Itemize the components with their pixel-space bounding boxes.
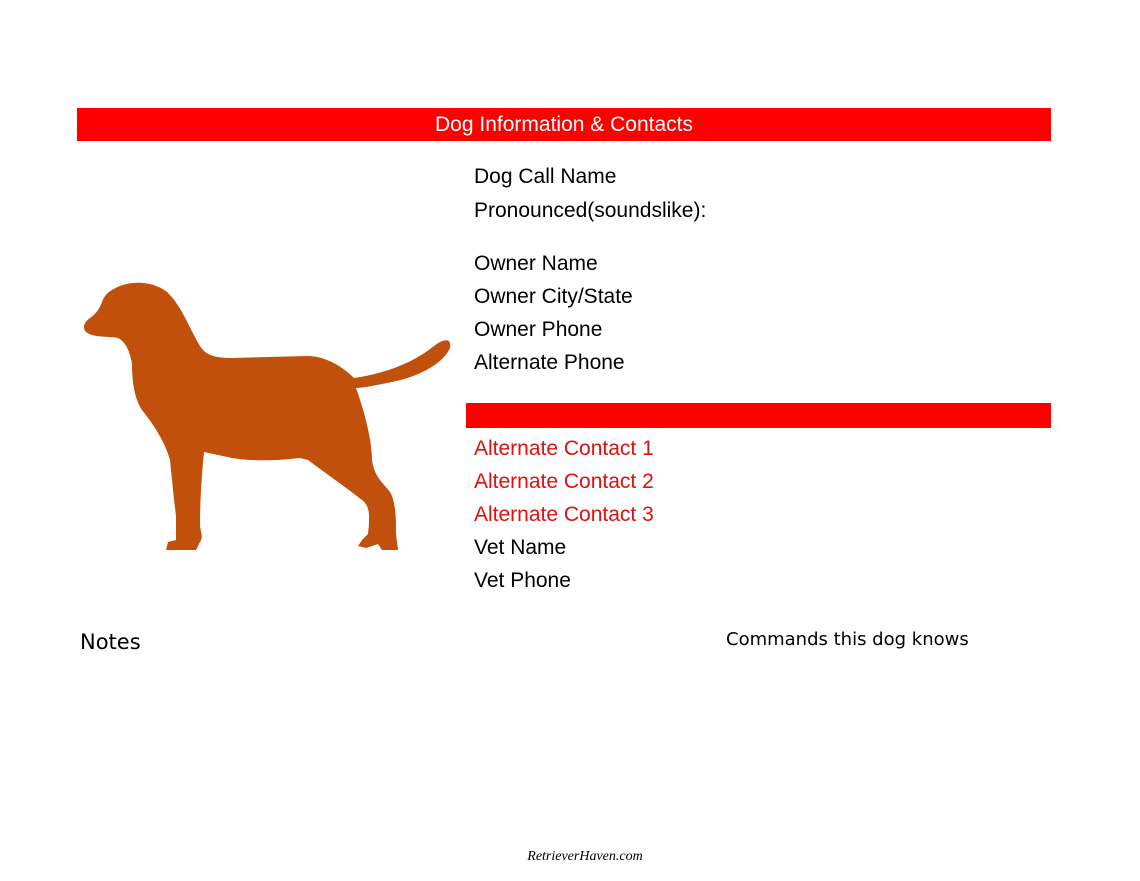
commands-label: Commands this dog knows <box>726 629 969 650</box>
owner-phone-label: Owner Phone <box>474 318 603 341</box>
alternate-contact-1-label: Alternate Contact 1 <box>474 437 654 460</box>
dog-silhouette-icon <box>82 280 452 554</box>
alternate-contact-2-label: Alternate Contact 2 <box>474 470 654 493</box>
owner-city-state-label: Owner City/State <box>474 285 633 308</box>
footer-site-name: RetrieverHaven.com <box>527 849 643 864</box>
alternate-phone-label: Alternate Phone <box>474 351 625 374</box>
vet-name-label: Vet Name <box>474 536 567 559</box>
title-bar <box>77 108 1051 141</box>
alternate-contact-3-label: Alternate Contact 3 <box>474 503 654 526</box>
owner-name-label: Owner Name <box>474 252 598 275</box>
section-divider-bar <box>466 403 1051 428</box>
page-title: Dog Information & Contacts <box>435 113 693 136</box>
vet-phone-label: Vet Phone <box>474 569 571 592</box>
pronounced-label: Pronounced(soundslike): <box>474 199 707 222</box>
dog-call-name-label: Dog Call Name <box>474 165 617 188</box>
notes-label: Notes <box>80 630 141 654</box>
